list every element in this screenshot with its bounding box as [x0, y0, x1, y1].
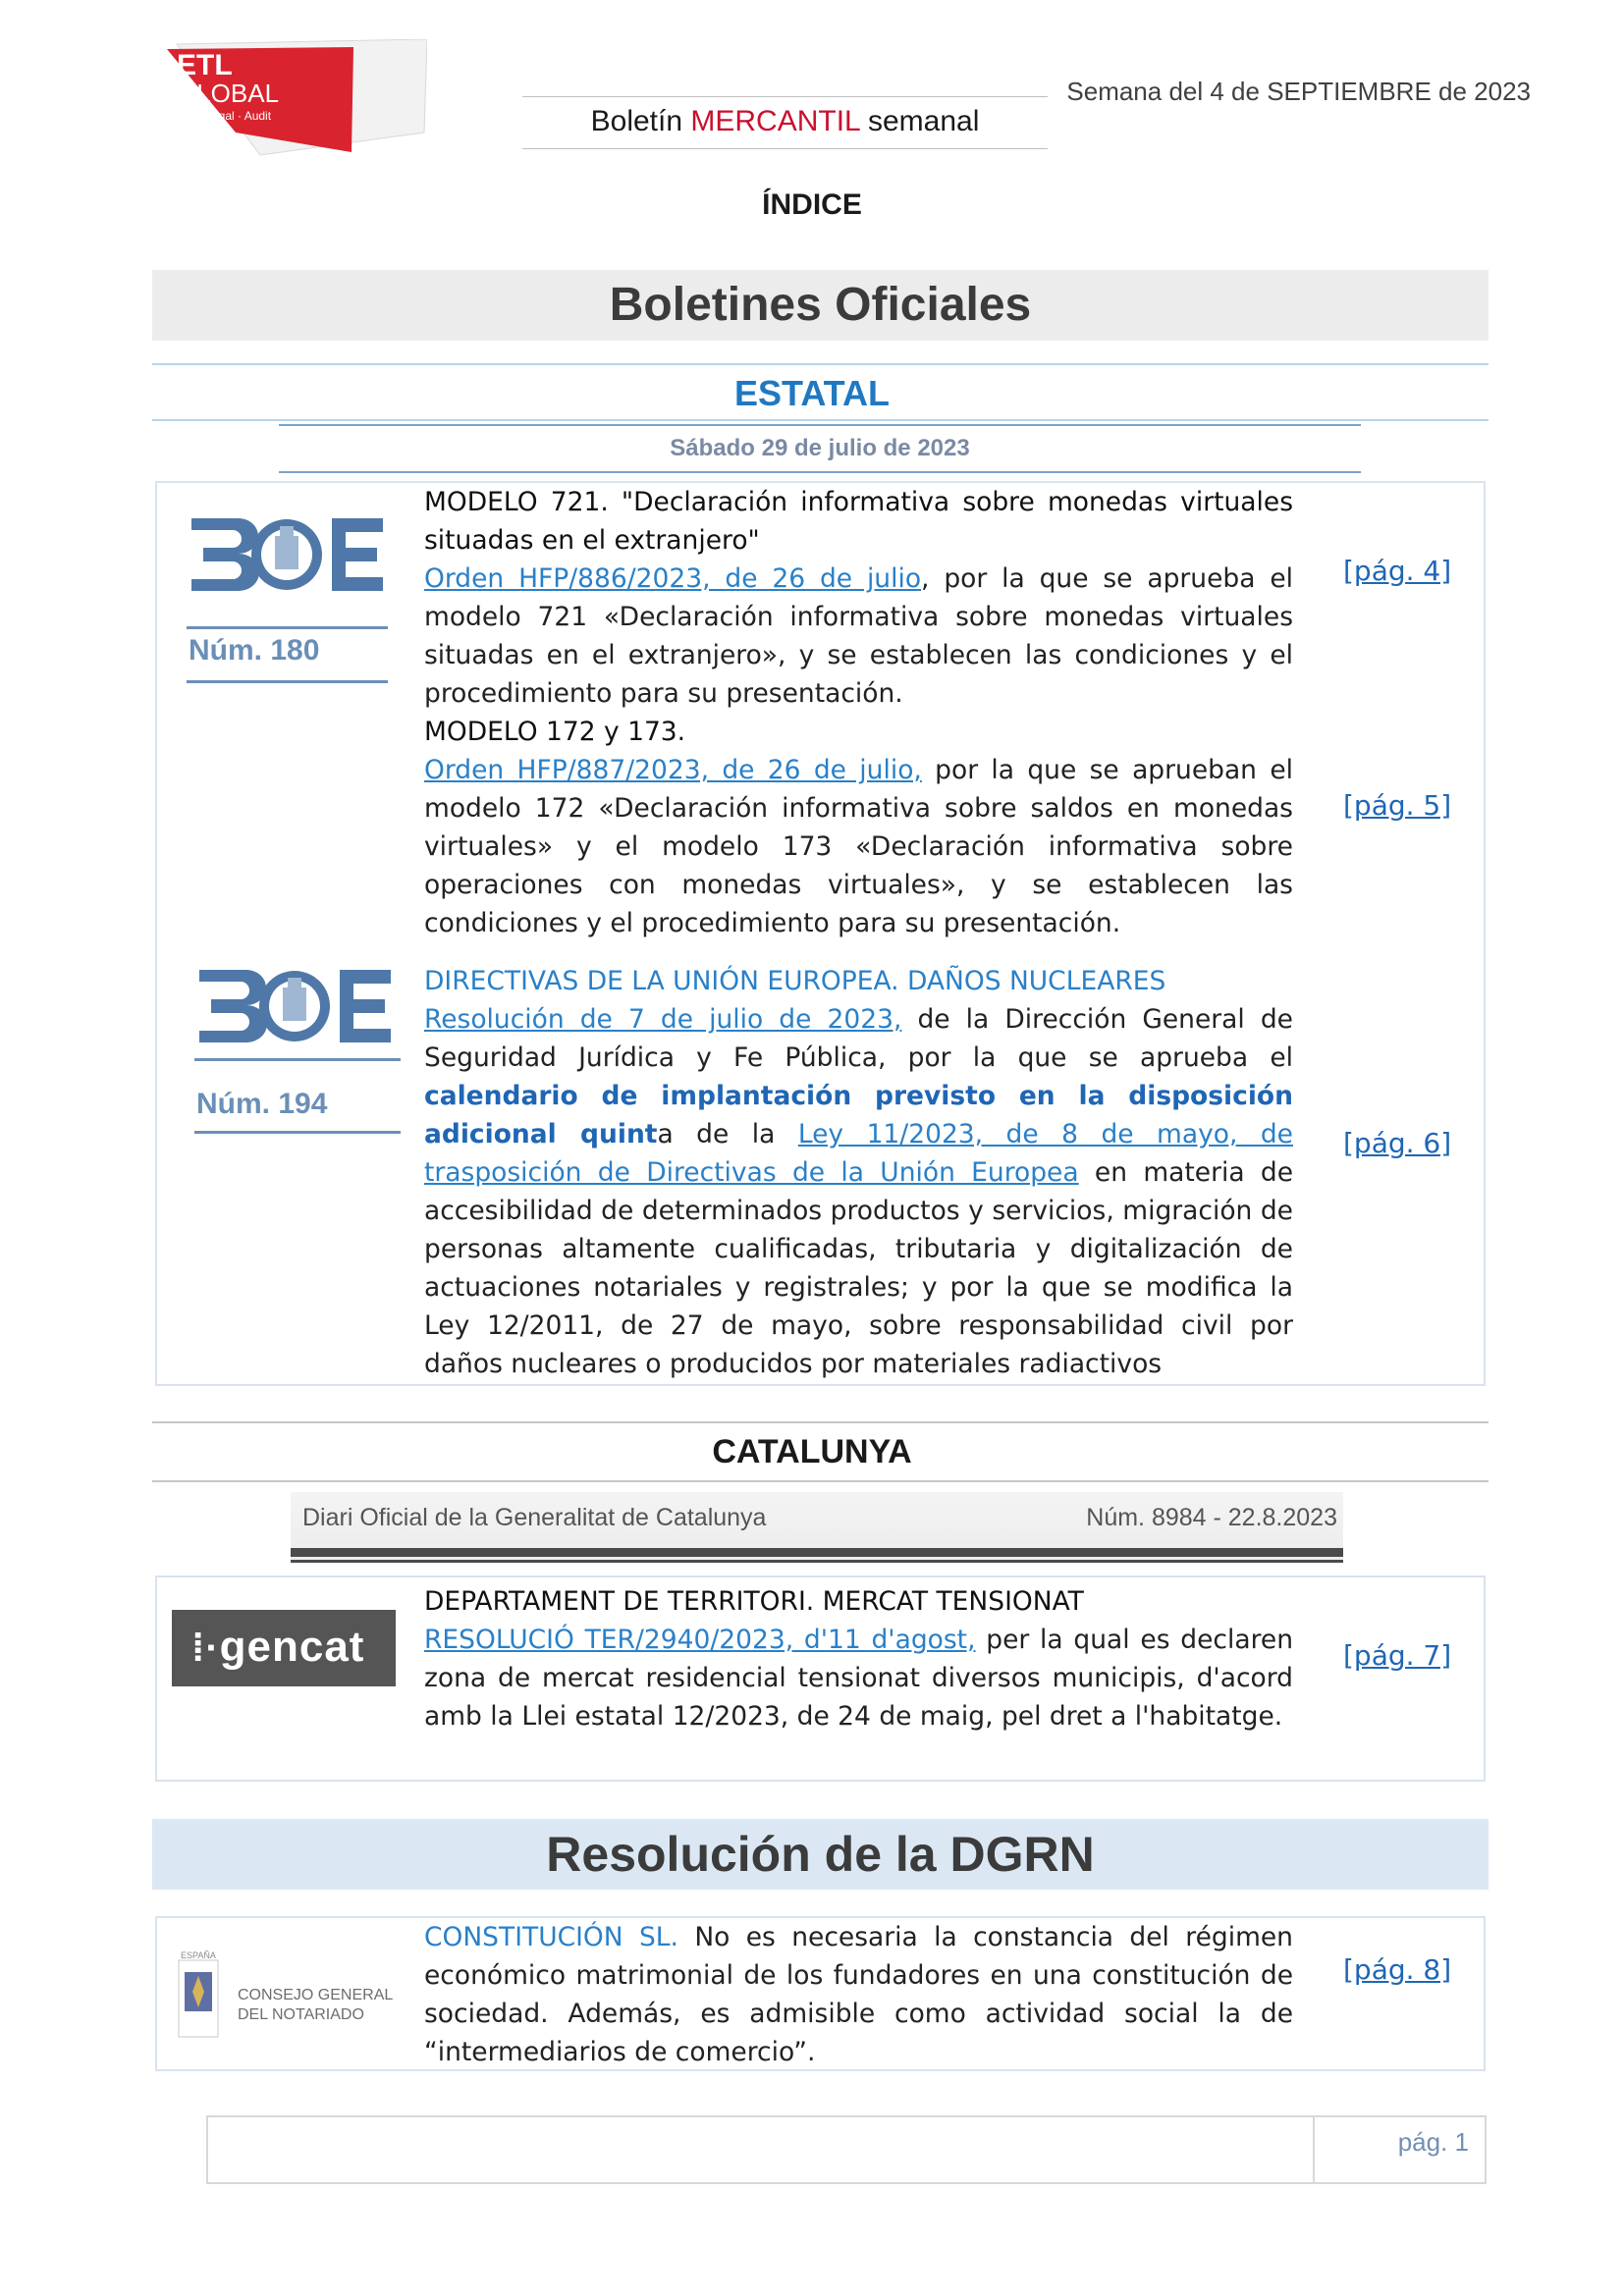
boe-logo-180 [187, 510, 388, 687]
notariado-line1: CONSEJO GENERAL [238, 1987, 394, 2003]
entry-heading: MODELO 172 y 173. [424, 717, 686, 747]
entry-bold: calendario de implantación previsto en la disposición adicional quint [424, 1081, 1293, 1149]
gencat-logo [172, 1610, 396, 1686]
notariado-line2: DEL NOTARIADO [238, 2006, 364, 2023]
entry-text: per la qual es declaren zona de mercat residencial tensionat diversos municipis, d'acord amb la Llei estatal 12/2023, de 24 de maig, pel dret a l'habitatge. [424, 1625, 1293, 1732]
divider [152, 1421, 1489, 1423]
boe-number: Núm. 194 [196, 1088, 328, 1120]
page-link-4[interactable]: [pág. 4] [1343, 555, 1452, 587]
week-label: Semana del 4 de SEPTIEMBRE de 2023 [1066, 77, 1531, 106]
footer-page-number: pág. 1 [1397, 2127, 1469, 2157]
section-boletines-oficiales: Boletines Oficiales [152, 270, 1489, 341]
dogc-header [291, 1492, 1343, 1563]
entry-text: , por la que se aprueba el modelo 721 «Declaración informativa sobre monedas virtuales situadas en el extranjero», y se establecen las condiciones y el procedimiento para su presentación. [424, 563, 1293, 709]
etl-global-logo [167, 39, 427, 157]
entry-text: en materia de accesibilidad de determinados productos y servicios, migración de personas altamente cualificadas, tributaria y digitalización de actuaciones notariales y registrales; y por la que se modifica la Ley 12/2011, de 27 de mayo, sobre responsabilidad civil por daños nucleares o producidos por materiales radiactivos [424, 1157, 1293, 1379]
entry-heading: MODELO 721. "Declaración informativa sobre monedas virtuales situadas en el extranjero" [424, 487, 1293, 556]
entry-text: por la que se aprueban el modelo 172 «Declaración informativa sobre saldos en monedas virtuales» y el modelo 173 «Declaración informativa sobre operaciones con monedas virtuales», y se establecen las condiciones y el procedimiento para su presentación. [424, 755, 1293, 938]
section-dgrn: Resolución de la DGRN [152, 1819, 1489, 1890]
bulletin-prefix: Boletín [590, 105, 691, 137]
divider [152, 363, 1489, 365]
page-link-6[interactable]: [pág. 6] [1343, 1127, 1452, 1159]
divider [152, 419, 1489, 421]
logo-line2: Tax · Legal · Audit [177, 109, 272, 123]
entry-link[interactable]: RESOLUCIÓ TER/2940/2023, d'11 d'agost, [424, 1625, 976, 1655]
boe-number: Núm. 180 [189, 634, 320, 667]
entry-heading: DEPARTAMENT DE TERRITORI. MERCAT TENSIONAT [424, 1586, 1084, 1617]
entry-link[interactable]: Ley 11/2023, de 8 de mayo, de trasposición de Directivas de la Unión Europea [424, 1119, 1293, 1188]
entry-mercat-tensionat [424, 1582, 1293, 1735]
entry-link[interactable]: Resolución de 7 de julio de 2023, [424, 1004, 902, 1035]
gencat-label: gencat [219, 1623, 365, 1671]
page-link-8[interactable]: [pág. 8] [1343, 1953, 1452, 1986]
notariado-small-top: ESPAÑA [181, 1950, 216, 1960]
page-link-5[interactable]: [pág. 5] [1343, 789, 1452, 822]
dogc-number: Núm. 8984 - 22.8.2023 [1086, 1504, 1337, 1531]
footer [206, 2115, 1487, 2184]
notariado-logo [175, 1949, 401, 2042]
entry-text: No es necesaria la constancia del régimen económico matrimonial de los fundadores en una constitución de sociedad. Además, es admisible como actividad social la de “intermediarios de comercio”. [424, 1922, 1293, 2067]
page-link-7[interactable]: [pág. 7] [1343, 1639, 1452, 1672]
estatal-date: Sábado 29 de julio de 2023 [279, 424, 1361, 473]
index-title: ÍNDICE [762, 188, 862, 221]
boe-wordmark-icon [194, 962, 396, 1050]
boe-wordmark-icon [187, 510, 388, 599]
bulletin-highlight: MERCANTIL [690, 105, 860, 137]
section-estatal: ESTATAL [734, 373, 890, 413]
section-catalunya: CATALUNYA [712, 1433, 912, 1470]
logo-line1: GLOBAL [177, 79, 280, 108]
entry-text: de la Dirección General de Seguridad Jurídica y Fe Pública, por la que se aprueba el [424, 1004, 1293, 1073]
entry-constitucion-sl [424, 1918, 1293, 2071]
divider [152, 1480, 1489, 1482]
entry-modelo-721 [424, 483, 1293, 942]
logo-brand: ETL [177, 49, 233, 81]
entry-link[interactable]: Orden HFP/887/2023, de 26 de julio, [424, 755, 922, 785]
bulletin-suffix: semanal [859, 105, 980, 137]
entry-heading: DIRECTIVAS DE LA UNIÓN EUROPEA. DAÑOS NUCLEARES [424, 966, 1166, 996]
boe-logo-194 [194, 962, 401, 1139]
entry-link[interactable]: Orden HFP/886/2023, de 26 de julio [424, 563, 922, 594]
entry-heading: CONSTITUCIÓN SL. [424, 1922, 678, 1952]
gencat-dots-icon: ⁞· [191, 1627, 220, 1670]
entry-directivas-ue [424, 962, 1293, 1383]
entry-text: a de la [657, 1119, 798, 1149]
dogc-title: Diari Oficial de la Generalitat de Catalunya [302, 1504, 767, 1531]
bulletin-title [522, 96, 1048, 149]
